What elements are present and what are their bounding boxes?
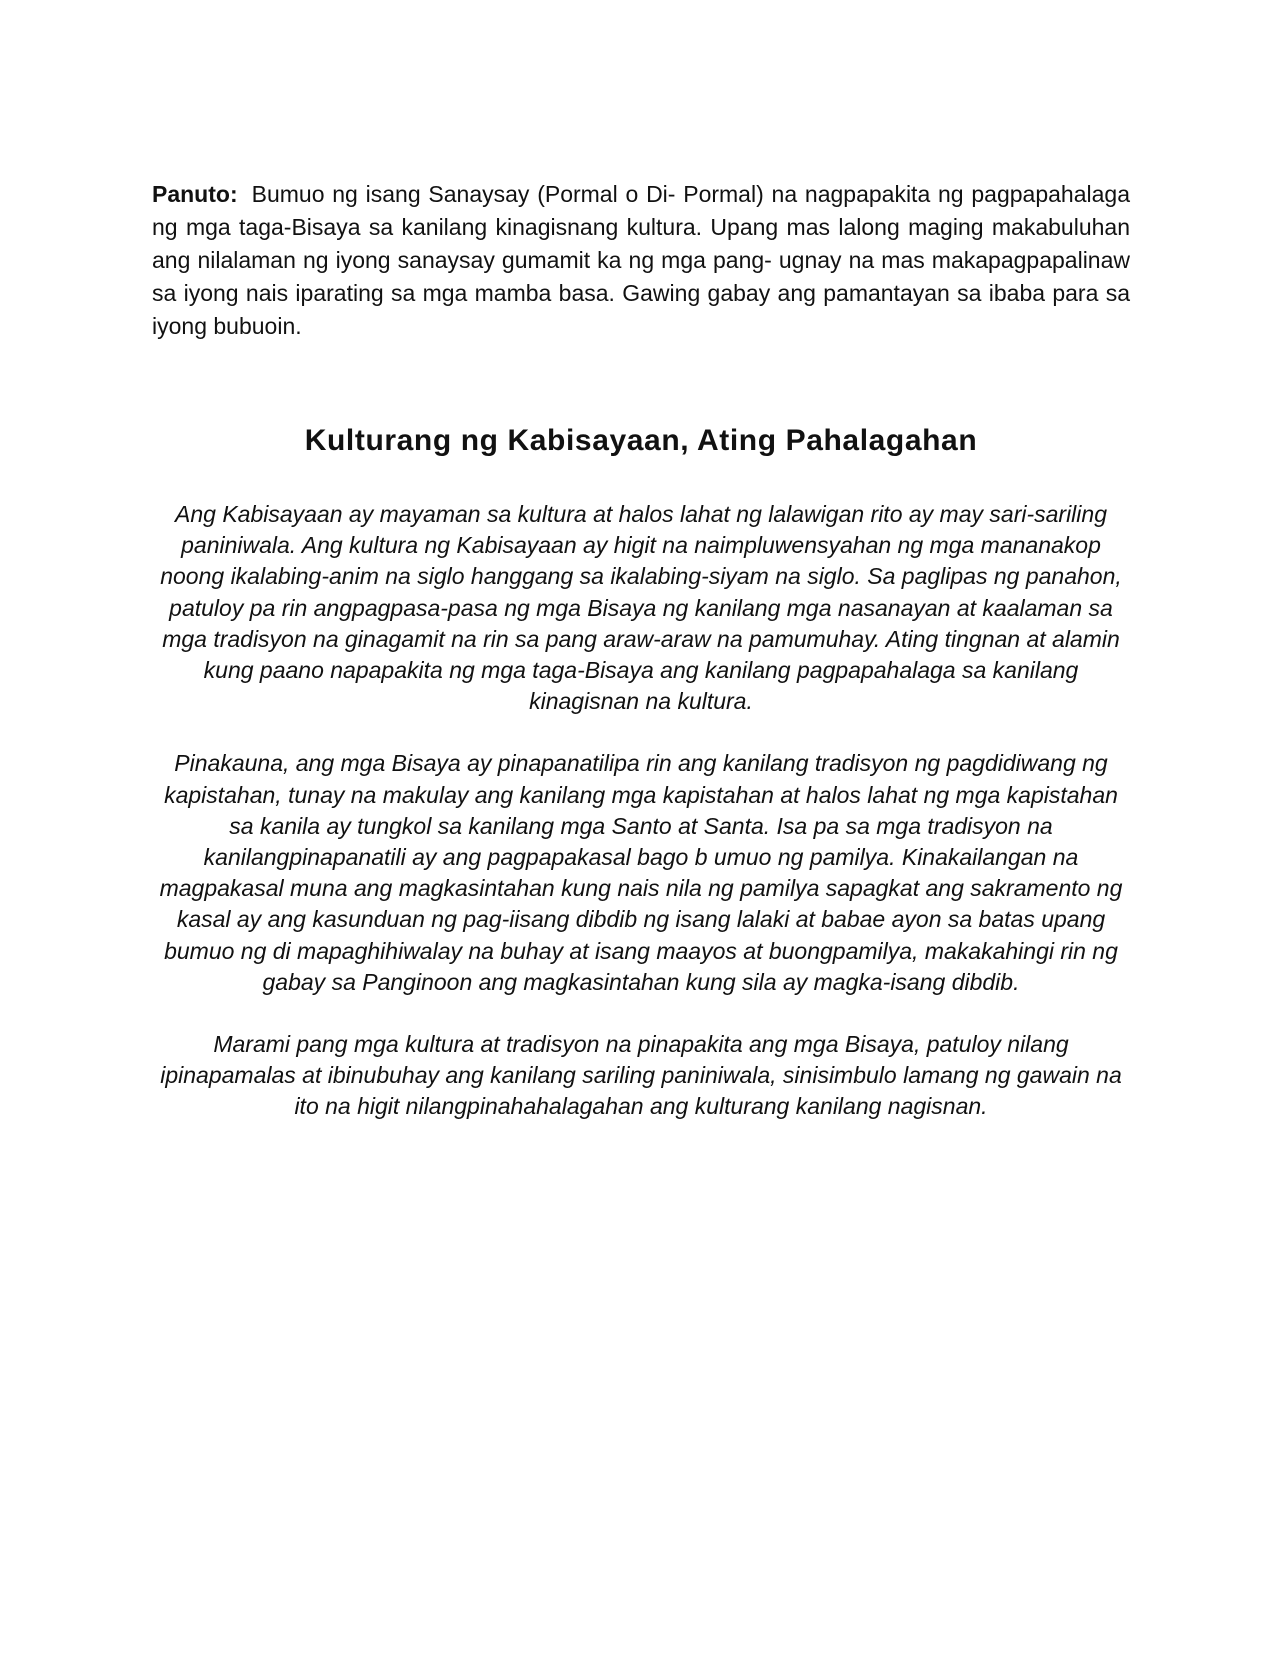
instructions-label: Panuto: [152,181,238,207]
essay-body [152,499,1130,1123]
essay-paragraph-3: Marami pang mga kultura at tradisyon na pinapakita ang mga Bisaya, patuloy nilang ipinapamalas at ibinubuhay ang kanilang sariling paniniwala, sinisimbulo lamang ng gawain na ito na higit nilangpinahahalagahan ang kulturang kanilang nagisnan. [160,1031,1122,1120]
essay-paragraph-1: Ang Kabisayaan ay mayaman sa kultura at halos lahat ng lalawigan rito ay may sari-sariling paniniwala. Ang kultura ng Kabisayaan ay higit na naimpluwensyahan ng mga mananakop noong ikalabing-anim na siglo hanggang sa ikalabing-siyam na siglo. Sa paglipas ng panahon, patuloy pa rin angpagpasa-pasa ng mga Bisaya ng kanilang mga nasanayan at kaalaman sa mga tradisyon na ginagamit na rin sa pang araw-araw na pamumuhay. Ating tingnan at alamin kung paano napapakita ng mga taga-Bisaya ang kanilang pagpapahalaga sa kanilang kinagisnan na kultura. [160,501,1122,715]
instructions-text: Bumuo ng isang Sanaysay (Pormal o Di- Pormal) na nagpapakita ng pagpapahalaga ng mga taga-Bisaya sa kanilang kinagisnang kultura. Upang mas lalong maging makabuluhan ang nilalaman ng iyong sanaysay gumamit ka ng mga pang- ugnay na mas makapagpapalinaw sa iyong nais iparating sa mga mamba basa. Gawing gabay ang pamantayan sa ibaba para sa iyong bubuoin. [152,181,1130,339]
essay-title: Kulturang ng Kabisayaan, Ating Pahalagahan [304,424,978,457]
document-page [152,178,1130,1154]
essay-paragraph-2: Pinakauna, ang mga Bisaya ay pinapanatilipa rin ang kanilang tradisyon ng pagdidiwang ng kapistahan, tunay na makulay ang kanilang mga kapistahan at halos lahat ng mga kapistahan sa kanila ay tungkol sa kanilang mga Santo at Santa. Isa pa sa mga tradisyon na kanilangpinapanatili ay ang pagpapakasal bago b umuo ng pamilya. Kinakailangan na magpakasal muna ang magkasintahan kung nais nila ng pamilya sapagkat ang sakramento ng kasal ay ang kasunduan ng pag-iisang dibdib ng isang lalaki at babae ayon sa batas upang bumuo ng di mapaghihiwalay na buhay at isang maayos at buongpamilya, makakahingi rin ng gabay sa Panginoon ang magkasintahan kung sila ay magka-isang dibdib. [159,750,1123,995]
instructions-paragraph [152,178,1130,343]
